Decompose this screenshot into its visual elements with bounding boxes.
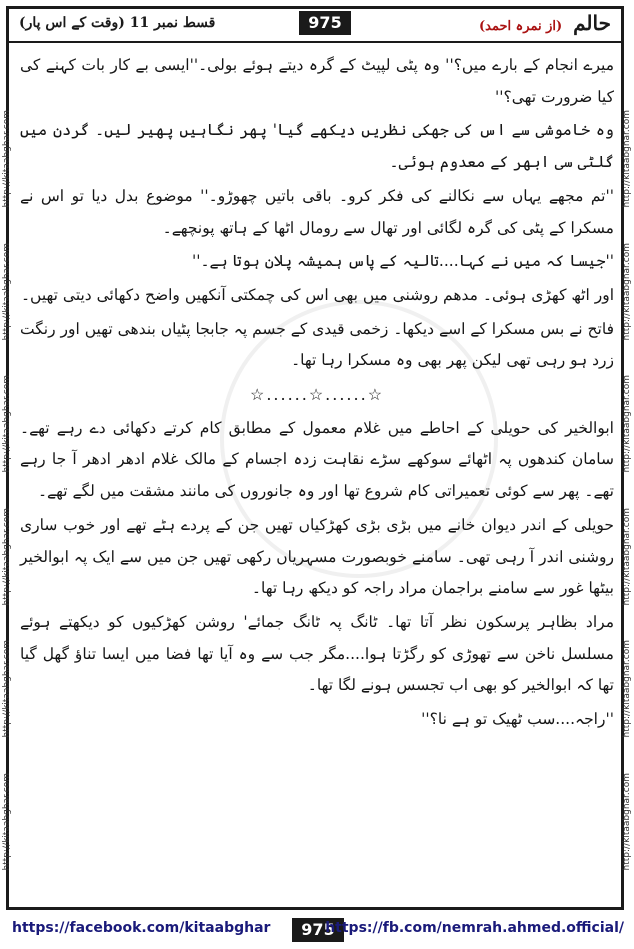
margin-url: http://kitaabghar.com bbox=[2, 640, 12, 738]
novel-title bbox=[479, 11, 611, 35]
paragraph: میرے انجام کے بارے میں؟'' وہ پٹی لپیٹ کے گرہ دیتے ہوئے بولی۔''ایسی بے کار بات کہنے کی کیا ضرورت تھی؟'' bbox=[20, 56, 614, 106]
left-margin-urls bbox=[1, 110, 13, 870]
paragraph: وہ خاموشی سے اس کی جھکی نظریں دیکھے گیا' پھر نگاہیں پھیر لیں۔ گردن میں گلٹی سی ابھر کے معدوم ہوئی۔ bbox=[20, 121, 614, 172]
paragraph: مراد بظاہر پرسکون نظر آتا تھا۔ ٹانگ پہ ٹانگ جمائے' روشن کھڑکیوں کو دیکھتے ہوئے مسلسل ناخن سے تھوڑی کو رگڑتا ہوا....مگر جب سے وہ آیا تھا فضا میں ایسا تناؤ گھل گیا تھا کہ ابوالخیر کو بھی اب تجسس ہونے لگا تھا۔ bbox=[20, 612, 614, 695]
author-credit: (از نمرہ احمد) bbox=[479, 19, 563, 34]
paragraph: اور اٹھ کھڑی ہوئی۔ مدھم روشنی میں بھی اس کی چمکتی آنکھیں واضح دکھائی دیتی تھیں۔ bbox=[20, 285, 614, 304]
margin-url: http://kitaabghar.com bbox=[2, 242, 12, 340]
page-footer bbox=[0, 912, 634, 949]
novel-title-text: حالم bbox=[573, 11, 611, 35]
margin-url: http://kitaabghar.com bbox=[622, 242, 632, 340]
margin-url: http://kitaabghar.com bbox=[2, 110, 12, 208]
header-page-number: 975 bbox=[299, 11, 351, 35]
footer-page-number: 975 bbox=[292, 918, 344, 942]
margin-url: http://kitaabghar.com bbox=[622, 772, 632, 870]
header-divider bbox=[9, 41, 621, 43]
author-facebook-link[interactable]: https://fb.com/nemrah.ahmed.official/ bbox=[325, 920, 624, 936]
margin-url: http://kitaabghar.com bbox=[622, 507, 632, 605]
section-separator: ☆......☆......☆ bbox=[249, 385, 385, 405]
paragraph: فاتح نے بس مسکرا کے اسے دیکھا۔ زخمی قیدی کے جسم پہ جابجا پٹیاں بندھی تھیں اور رنگت زرد ہو رہی تھی لیکن پھر بھی وہ مسکرا رہا تھا۔ bbox=[20, 319, 614, 370]
paragraph: ''جیسا کہ میں نے کہا....تالیہ کے پاس ہمیشہ پلان ہوتا ہے۔'' bbox=[191, 252, 614, 271]
page-header bbox=[9, 9, 621, 39]
episode-label: قسط نمبر 11 (وقت کے اس پار) bbox=[19, 15, 216, 31]
margin-url: http://kitaabghar.com bbox=[622, 375, 632, 473]
page-body bbox=[20, 50, 614, 905]
margin-url: http://kitaabghar.com bbox=[622, 640, 632, 738]
margin-url: http://kitaabghar.com bbox=[622, 110, 632, 208]
facebook-link[interactable]: https://facebook.com/kitaabghar bbox=[12, 920, 271, 936]
paragraph: ابوالخیر کی حویلی کے احاطے میں غلام معمول کے مطابق کام کرتے دکھائی دے رہے تھے۔ سامان کندھوں پہ اٹھائے سوکھے سڑے نقاہت زدہ اجسام کے مالک غلام ادھر ادھر آ جا رہے تھے۔ پھر سے کوئی تعمیراتی کام شروع تھا اور وہ جانوروں کی مانند مشقت میں لگے تھے۔ bbox=[20, 418, 614, 501]
margin-url: http://kitaabghar.com bbox=[2, 375, 12, 473]
paragraph: ''راجہ....سب ٹھیک تو ہے نا؟'' bbox=[421, 710, 614, 729]
paragraph: ''تم مجھے یہاں سے نکالنے کی فکر کرو۔ باقی باتیں چھوڑو۔'' موضوع بدل دیا تو اس نے مسکرا کے پٹی کی گرہ لگائی اور تھال سے رومال اٹھا کے ہاتھ پونچھے۔ bbox=[20, 186, 614, 237]
margin-url: http://kitaabghar.com bbox=[2, 772, 12, 870]
right-margin-urls bbox=[621, 110, 633, 870]
paragraph: حویلی کے اندر دیوان خانے میں بڑی بڑی کھڑکیاں تھیں جن کے پردے ہٹے تھے اور خوب ساری روشنی اندر آ رہی تھی۔ سامنے خوبصورت مسہریاں رکھی تھیں جن میں سے ایک پہ ابوالخیر بیٹھا غور سے سامنے براجمان مراد راجہ کو دیکھ رہا تھا۔ bbox=[20, 515, 614, 598]
margin-url: http://kitaabghar.com bbox=[2, 507, 12, 605]
